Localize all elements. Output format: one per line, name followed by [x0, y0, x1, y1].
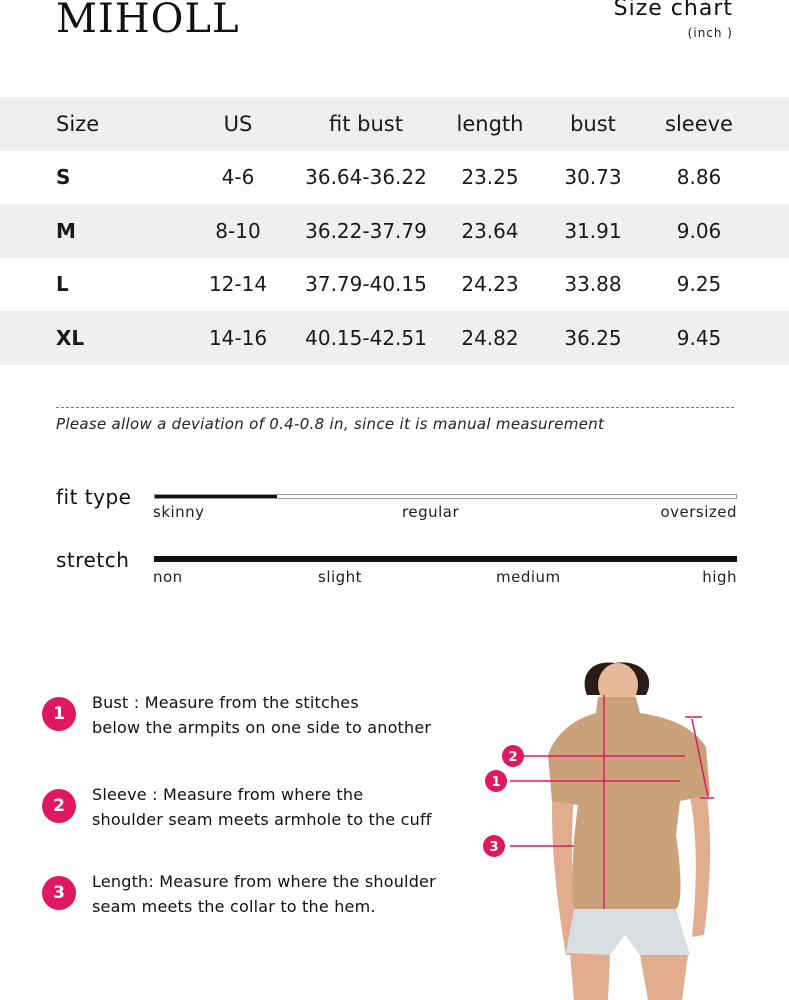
fit-tick-regular: regular: [402, 503, 460, 521]
fit-tick-skinny: skinny: [153, 503, 205, 521]
fit-type-label: fit type: [56, 485, 132, 509]
column-header: US: [223, 111, 253, 136]
table-cell: 33.88: [564, 272, 622, 297]
step-line: seam meets the collar to the hem.: [92, 897, 376, 916]
step-text: [92, 869, 436, 919]
stretch-tick-non: non: [153, 568, 183, 586]
step-number-badge: 3: [42, 876, 76, 910]
step-line: below the armpits on one side to another: [92, 718, 432, 737]
table-header-row: [0, 97, 789, 151]
step-line: shoulder seam meets armhole to the cuff: [92, 810, 432, 829]
table-cell: 24.82: [461, 325, 519, 350]
marker-3: [483, 835, 505, 857]
fit-type-bar: [154, 494, 737, 499]
table-cell: 23.25: [461, 165, 519, 190]
table-cell: 14-16: [208, 325, 268, 350]
table-cell: 36.25: [564, 325, 622, 350]
table-row: [0, 151, 789, 205]
unit-label: (inch ): [687, 26, 733, 40]
marker-label: 3: [489, 840, 499, 855]
marker-label: 2: [508, 750, 518, 765]
table-cell: 30.73: [564, 165, 622, 190]
column-header: sleeve: [665, 111, 733, 136]
table-cell: 8.86: [676, 165, 722, 190]
table-cell: XL: [56, 325, 85, 350]
step-number-badge: 1: [42, 697, 76, 731]
step-text: [92, 690, 431, 740]
stretch-bar: [154, 556, 737, 562]
table-cell: 37.79-40.15: [305, 272, 427, 297]
table-cell: 31.91: [564, 218, 622, 243]
table-cell: 36.64-36.22: [305, 165, 427, 190]
table-cell: 40.15-42.51: [305, 325, 427, 350]
table-cell: 36.22-37.79: [305, 218, 427, 243]
table-cell: 4-6: [221, 165, 255, 190]
dashed-divider: [56, 407, 734, 408]
step-line: Sleeve : Measure from where the: [92, 785, 364, 804]
step-text: [92, 782, 432, 832]
table-cell: 9.06: [676, 218, 722, 243]
table-cell: 12-14: [208, 272, 268, 297]
stretch-tick-medium: medium: [496, 568, 561, 586]
column-header: length: [456, 111, 524, 136]
step-line: Bust : Measure from the stitches: [92, 693, 359, 712]
table-cell: 9.45: [676, 325, 722, 350]
chart-title: Size chart: [613, 0, 733, 21]
table-row: [0, 311, 789, 365]
model-figure: [470, 655, 740, 1000]
stretch-tick-high: high: [702, 568, 737, 586]
table-row: [0, 204, 789, 258]
table-cell: L: [56, 272, 69, 297]
fit-type-level: [155, 495, 277, 498]
column-header: bust: [570, 111, 616, 136]
step-line: Length: Measure from where the shoulder: [92, 872, 436, 891]
size-table: [0, 97, 789, 365]
table-cell: 9.25: [676, 272, 722, 297]
brand-logo: MIHOLL: [56, 0, 240, 42]
marker-1: [485, 770, 507, 792]
step-number-badge: 2: [42, 789, 76, 823]
marker-2: [502, 745, 524, 767]
measurement-note: Please allow a deviation of 0.4-0.8 in, since it is manual measurement: [56, 415, 605, 433]
stretch-tick-slight: slight: [318, 568, 363, 586]
marker-label: 1: [491, 775, 501, 790]
table-cell: 24.23: [461, 272, 519, 297]
column-header: Size: [56, 111, 100, 136]
column-header: fit bust: [329, 111, 403, 136]
table-cell: M: [56, 218, 76, 243]
stretch-label: stretch: [56, 548, 130, 572]
table-cell: 23.64: [461, 218, 519, 243]
legs-shape: [570, 953, 688, 1000]
table-cell: 8-10: [215, 218, 261, 243]
shorts-shape: [566, 909, 690, 955]
table-cell: S: [56, 165, 71, 190]
table-row: [0, 258, 789, 312]
fit-tick-oversized: oversized: [660, 503, 737, 521]
